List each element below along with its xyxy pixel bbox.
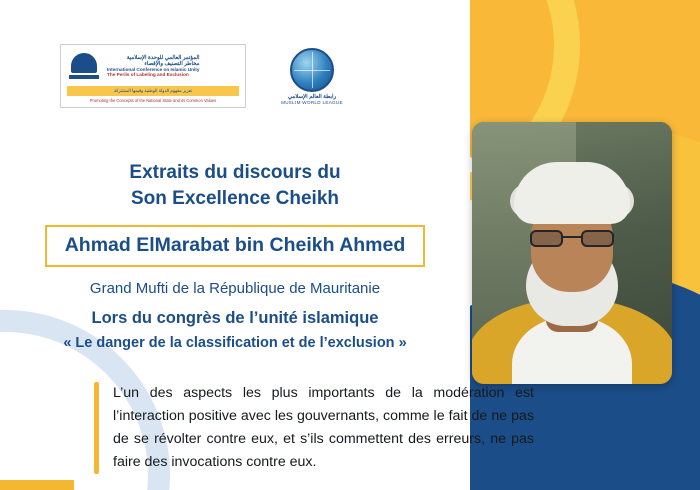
conference-logo-subtext: Promoting the Concepts of the National State and its Common Values [89,98,217,103]
quote-accent-bar [94,382,99,474]
headline-block [0,160,470,351]
mosque-dome-icon [67,49,101,83]
mwl-arabic-label: رابطة العالم الإسلامي [287,93,337,100]
event-name: Lors du congrès de l’unité islamique [91,309,379,328]
decor-bottom-strip [0,480,74,490]
quote-text: L’un des aspects les plus importants de la modération est l’interaction positive avec les gouvernants, comme le fait de ne pas de se révolter contre eux, et s’ils commettent des erreurs, ne pas faire des invocations contre eux. [113,385,534,470]
conference-english-line1: International Conference on Islamic Unity [107,66,200,72]
headline-line-1: Extraits du discours du [129,162,341,183]
speaker-portrait [472,122,672,384]
conference-logo-text [107,55,199,78]
logo-row [60,44,358,108]
conference-logo-top [67,49,239,83]
headline-line-2: Son Excellence Cheikh [130,187,340,209]
conference-logo-bar: تعزيز مفهوم الدولة الوطنية وقيمها المشتركة [67,86,239,96]
speaker-title: Grand Mufti de la République de Mauritanie [89,280,381,298]
portrait-glasses [530,230,614,247]
quote-block [94,382,534,474]
conference-logo [60,44,246,108]
mwl-english-label: MUSLIM WORLD LEAGUE [281,99,343,105]
speech-title: « Le danger de la classification et de l’exclusion » [63,335,407,352]
muslim-world-league-logo [266,48,358,105]
portrait-turban [514,162,630,224]
conference-arabic-line1: المؤتمر العالمي للوحدة الإسلامية [126,54,200,61]
speaker-name: Ahmad ElMarabat bin Cheikh Ahmed [45,225,426,267]
globe-icon [290,48,334,92]
conference-arabic-line2: مخاطر التصنيف والإقصاء [144,60,200,67]
conference-english-line2: The Perils of Labeling and Exclusion [107,72,189,78]
